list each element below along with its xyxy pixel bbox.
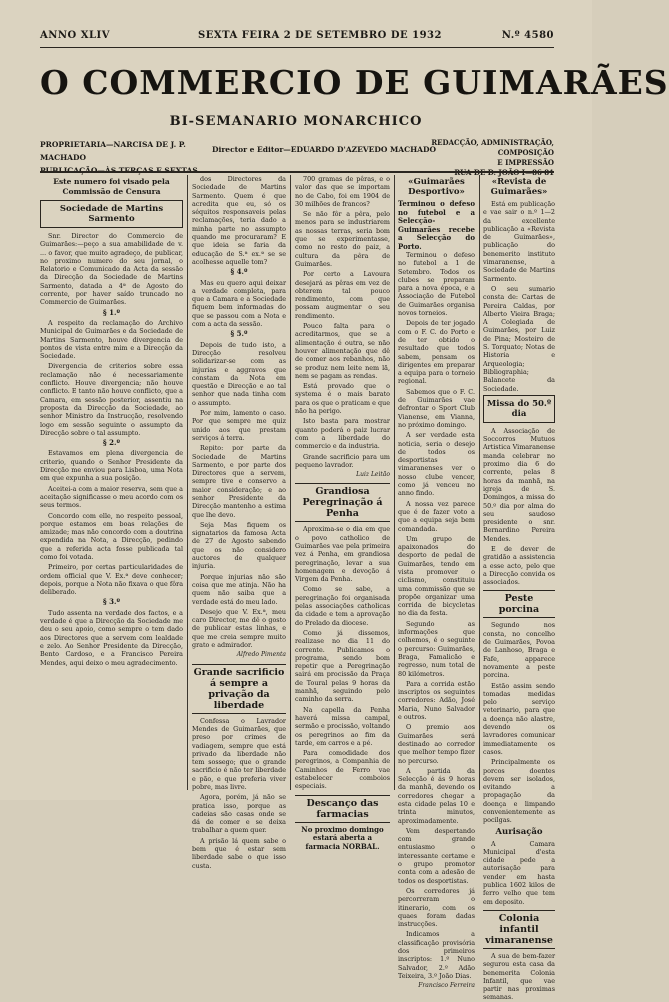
article-paragraph: O premio aos Guimarães será destinado ao corredor que melhor tempo fizer no percurso. [398,723,475,765]
article-paragraph: A partida da Selecção é ás 9 horas da manhã, devendo os corredores chegar a esta cidade pelas 10 e trinta minutos, aproximadamente. [398,766,475,825]
article-heading: Grandiosa Peregrinação á Penha [295,483,390,522]
article-paragraph: Está provado que o systema é o mais barato para os que o praticam e que não ha perigo. [295,382,390,416]
office-line-3: RUA DE D. JOÃO I—86 81 [454,168,554,177]
article-paragraph: A ser verdade esta noticia, seria o desejo de todos os desportistas vimaranenses ver o nosso clube vencer, como já venceu no anno findo. [398,431,475,498]
issue-year: ANNO XLIV [40,30,110,41]
issue-number: N.º 4580 [501,30,554,41]
article-paragraph: Aceitei-a com a maior reserva, sem que a aceitação significasse o meu acordo com os seus termos. [40,484,183,510]
section-number: § 3.º [103,597,120,607]
article-paragraph: dos Directores da Sociedade de Martins Sarmento. Quem é que acredita que eu, só os séquitos responsaveis pelas reclamações, teria dado a minha parte no assumpto quando me procuraram? E que ideia se faria da educação de S.ª ex.ª se se acolhesse aquelle tom? [192,175,286,266]
section-number: § 1.º [103,307,120,317]
article-heading: Grande sacrificio á sempre a privação da liberdade [192,664,286,714]
article-paragraph: Na capella da Penha haverá missa campal, sermão e procissão, voltando os peregrinos ao fim da tarde, em carros e a pé. [295,705,390,747]
article-paragraph: Depois de ter jogado com o F. C. do Porto e de ter obtido o resultado que todos sabem, pensam os dirigentes em preparar a equipa para o torneio regional. [398,319,475,386]
section-number: § 5.º [230,329,248,339]
article-paragraph: Principalmente os porcos doentes devem ser isolados, evitando a propagação da doença e limpando convenientemente as pocilgas. [483,758,555,825]
pharmacy-notice: No proximo domingo estará aberta a farmacia NORBAL. [301,824,384,851]
article-heading: Sociedade de Martins Sarmento [40,200,183,228]
article-paragraph: Por certo a Lavoura desejará as pêras em vez de obterem tal pouco rendimento, com que possam augmentar o seu rendimento. [295,270,390,320]
article-paragraph: Grande sacrificio para um pequeno lavrador. [295,452,390,469]
article-paragraph: Estavamos em plena divergencia de criterio, quando o Senhor Presidente da Direcção me enviou para Lisboa, uma Nota em que expunha a sua posição. [40,449,183,483]
article-paragraph: Como já dissemos, realizase no dia 11 do corrente. Publicamos o programa, sendo bom repetir que a Peregrinação sairá em procissão da Praça de Toural pelas 9 horas da manhã, seguindo pelo caminho da serra. [295,628,390,704]
article-lead: Terminou o defeso no futebol e a Selecção-Guimarães recebe a Selecção do Porto. [398,199,475,251]
article-signature: Luiz Leitão [356,471,390,479]
article-heading: Colonia infantil vimaranense [483,910,555,949]
article-signature: Francisco Ferreira [418,982,475,990]
article-paragraph: Primeiro, por certas particularidades de ordem official que V. Ex.ª deve conhecer; depois, porque a Nota não fixava o que fôra deliberado. [40,563,183,597]
column-rule [290,175,291,790]
article-heading: Aurisação [495,826,543,837]
article-paragraph: 700 gramas de pêras, e o valor das que se importam no de Cabo, foi em 1904 de 30 milhões de francos? [295,175,390,208]
article-paragraph: Pouco falta para o acreditarmos, que se a alimentação é outra, se não houver alimentação que dê de comer aos rebanhos, não se produz nem leite nem lã, nem se pagam as rendas. [295,322,390,380]
article-paragraph: Como se sabe, a peregrinação foi organisada pelas associações catholicas da cidade e tem a aprovação do Prelado da diocese. [295,585,390,627]
masthead-title: O COMMERCIO DE GUIMARÃES [40,63,669,102]
article-heading: Missa do 50.º dia [483,395,555,423]
censorship-notice: Este numero foi visado pela Commissão de Censura [53,177,170,196]
article-paragraph: A Camara Municipal d'esta cidade pede a autorisação para vender em hasta publica 1602 kilos de ferro velho que tem em deposito. [483,839,555,906]
column-1 [40,175,183,795]
article-paragraph: Segundo nos consta, no concelho de Guimarães, Povoa de Lanhoso, Braga e Fafe, apparece novamente a peste porcina. [483,621,555,680]
column-rule [479,175,480,790]
article-paragraph: A sua de bem-fazer segurou esta casa da benemerita Colonia Infantil, que vae partir nas proximas semanas. [483,951,555,1002]
article-heading: Peste porcina [483,590,555,618]
article-paragraph: Isto basta para mostrar quanto poderá o paiz lucrar com a liberdade do commercio e da industria. [295,417,390,451]
office-line-2: E IMPRESSÃO [497,158,554,167]
article-paragraph: Para a corrida estão inscriptos os seguintes corredores: Adão, José Maria, Nuno Salvador e outros. [398,679,475,722]
article-paragraph: Seja Mas fiquem os signatarios da famosa Acta de 27 de Agosto sabendo que os não considero auctores de qualquer injuria. [192,520,286,571]
article-paragraph: A nossa vez parece que é de fazer voto a que a equipa seja bem comandada. [398,499,475,533]
article-paragraph: Vem despertando com grande entusiasmo o interessante certame e o grupo promotor conta com a adesão de todos os desportistas. [398,826,475,885]
proprietor-line: PROPRIETARIA—NARCISA DE J. P. MACHADO [40,140,186,162]
article-paragraph: Confessa o Lavrador Mendes de Guimarães, que preso por crimes de vadiagem, sempre que está privado da liberdade não tem sossego; que o grande sacrificio é não ter liberdade e pão, e que preferia viver pobre, mas livre. [192,716,286,791]
article-signature: Alfredo Pimenta [236,651,286,659]
article-paragraph: Se não fôr a pêra, pelo menos para se industriarem as nossas terras, seria bom que se experimentasse, como no resto do paiz, a cultura da pêra de Guimarães. [295,210,390,268]
article-paragraph: Os corredores já percorreram o itinerario, com os quaes foram dadas instrucções. [398,886,475,929]
article-paragraph: A Associação de Soccorros Mutuos Artistica Vimaranense manda celebrar no proximo dia 6 do corrente, pelas 8 horas da manhã, na igreja de S. Domingos, a missa do 50.º dia por alma do seu saudoso presidente o snr. Bernardino Pereira Mendes. [483,426,555,543]
article-heading: «Revista de Guimarães» [490,177,548,197]
issue-meta-bar [40,30,554,46]
section-number: § 2.º [103,438,120,448]
article-paragraph: A respeito da reclamação do Archivo Municipal de Guimarães e da Sociedade de Martins Sarmento, houve divergencia de pontos de vista entre mim e a Direcção da Sociedade. [40,318,183,361]
article-paragraph: Terminou o defeso no futebol a 1 de Setembro. Todos os clubes se preparam para a nova época, e a Associação de Futebol de Guimarães organisa novos torneios. [398,251,475,318]
section-number: § 4.º [230,267,248,277]
article-paragraph: O seu sumario consta de: Cartas de Pereira Caldas, por Alberto Vieira Braga; A Colegiada de Guimarães, por Luiz de Pina; Mosteiro de S. Torquato; Notas de Historia e Arqueologia; Bibliographia; Balancete da Sociedade. [483,284,555,393]
publication-line: PUBLICAÇÃO—ÀS TERÇAS E SEXTAS [40,166,198,175]
article-paragraph: Aproxima-se o dia em que o povo catholico de Guimarães vae pela primeira vez á Penha, em grandiosa peregrinação, levar a sua homenagem e devoção á Virgem da Penha. [295,525,390,584]
article-paragraph: Mas eu quero aqui deixar a verdade completa, para que a Camara e a Sociedade fiquem bem informadas do que se passou com a Nota e com a acta da sessão. [192,278,286,329]
column-rule [187,175,188,790]
article-heading: Descanço das farmacias [295,795,390,823]
article-paragraph: Divergencia de criterios sobre essa reclamação não é necessariamente conflicto. Houve divergencia; não houve conflicto. E tanto não houve conflicto, que a Camara, em sessão posterior, assentiu na proposta da Direcção da Sociedade, ao senhor Ministro da Instrucção, resolvendo logo em sessão seguinte o assumpto da Direcção sobre o tal assumpto. [40,362,183,437]
column-rule [394,175,395,790]
article-paragraph: Repito: por parte da Sociedade de Martins Sarmento, e por parte dos Directores que a servem, sempre tive e conservo a maior consideração; e ao senhor Presidente da Direcção mantenho a estima que lhe devo. [192,444,286,519]
top-rule [40,47,554,48]
article-paragraph: Depois de tudo isto, a Direcção resolveu solidarizar-se com as injurias e aggravos que constam da Nota em questão e Direcção e ao tal senhor que nada tinha com o assumpto. [192,340,286,407]
office-line-1: REDACÇÃO, ADMINISTRAÇÃO, COMPOSIÇÃO [431,138,554,157]
article-paragraph: Porque injurias não são coisa que me atinja. Não ha quem não saiba que a verdade está do meu lado. [192,572,286,606]
masthead-subtitle: BI-SEMANARIO MONARCHICO [169,114,423,129]
article-paragraph: Estão assim sendo tomadas medidas pelo serviço veterinario, para que a doença não alastre, devendo os lavradores comunicar immediatamente os casos. [483,681,555,756]
article-paragraph: Indicamos a classificação provisória dos primeiros inscriptos: 1.º Nuno Salvador, 2.º Adão Teixeira, 3.º João Dias. [398,930,475,980]
article-paragraph: Agora, porém, já não se pratica isso, porque as cadeias são casas onde se dá de comer e se deixa trabalhar a quem quer. [192,793,286,835]
article-paragraph: Está em publicação e vae sair o n.º 1—2 da excellente publicação a «Revista de Guimarães», publicação do benemerito instituto vimaranense, a Sociedade de Martins Sarmento. [483,200,555,283]
article-paragraph: Por mim, lamento o caso. Por que sempre me quiz unido aos que prestam serviços á terra. [192,409,286,442]
article-paragraph: Um grupo de apaixonados do desporto de pedal de Guimarães, tendo em vista promover o ciclismo, constituiu uma commissão que se propõe organizar uma corrida de bicycletas no dia da festa. [398,534,475,618]
column-5 [483,175,555,1002]
header-rule [40,171,554,173]
article-paragraph: Para comodidade dos peregrinos, a Companhia de Caminhos de Ferro vae estabelecer comboios especiais. [295,749,390,791]
article-paragraph: Concordo com elle, no respeito pessoal, porque estamos em boas relações de amizade; mas não concordo com a doutrina expendida na Nota, a Direcção, pedindo que a referida acta fosse publicada tal como foi votada. [40,511,183,561]
article-paragraph: Tudo assenta na verdade dos factos, e a verdade é que a Direcção da Sociedade me deu o seu apoio, como sempre o tem dado aos Directores que a servem com lealdade e zelo. Ao Senhor Presidente da Direcção, Bento Cardoso, e a Francisco Pereira Mendes, aqui deixo o meu agradecimento. [40,608,183,667]
column-2 [192,175,286,870]
article-paragraph: Snr. Director do Commercio de Guimarães:—peço a sua amabilidade de v. ... o favor, que muito agradeço, de publicar, no proximo numero do seu jornal, o Relatorio e Comunicado da Acta da sessão da Direcção da Sociedade de Martins Sarmento, datada a 4ª de Agosto do corrente, por haver saído truncado no Commercio de Guimarães. [40,232,183,307]
article-paragraph: E de dever de gratidão a assistencia a esse acto, pelo que a Direcção convida os associados. [483,544,555,587]
article-paragraph: Desejo que V. Ex.ª, meu caro Director, me dê o gosto de publicar estas linhas, e que me creia sempre muito grato e admirador. [192,607,286,650]
article-paragraph: A prisão lá quem sabe o bem que é estar sem liberdade sabe o que isso custa. [192,836,286,870]
article-heading: «Guimarães Desportivo» [408,177,465,197]
column-3 [295,175,390,851]
article-paragraph: Segundo as informações que colhemos, é o seguinte o percurso: Guimarães, Braga, Famalicão e regresso, num total de 80 kilómetros. [398,619,475,678]
article-paragraph: Sabemos que o F. C. de Guimarães vae defrontar o Sport Club Vianense, em Vianna, no próximo domingo. [398,387,475,429]
column-4 [398,175,475,990]
director-line: Director e Editor—EDUARDO D'AZEVEDO MACHADO [212,145,437,154]
issue-date: SEXTA FEIRA 2 DE SETEMBRO DE 1932 [198,30,442,41]
